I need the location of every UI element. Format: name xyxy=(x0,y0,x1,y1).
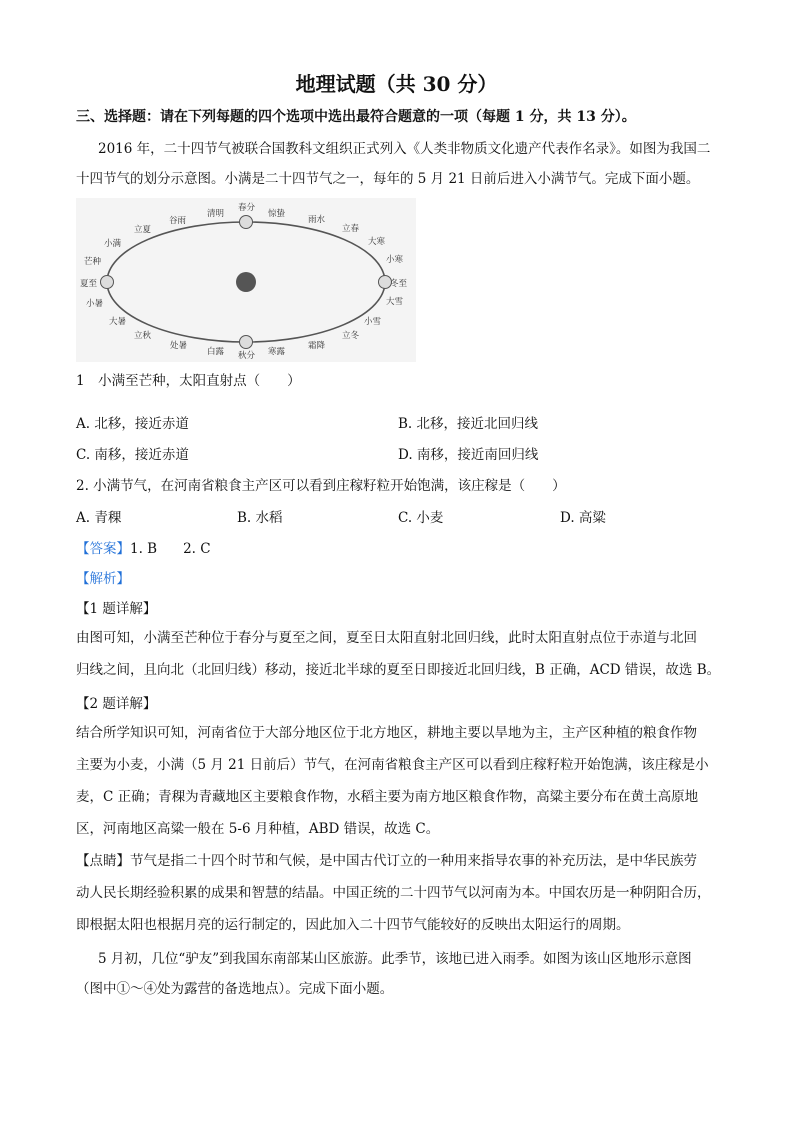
q1-option-a: A. 北移，接近赤道 xyxy=(76,416,189,432)
detail2-line-2: 主要为小麦，小满（5 月 21 日前后）节气，在河南省粮食主产区可以看到庄稼籽粒开始饱满，该庄稼是小 xyxy=(76,757,709,773)
page-title: 地理试题（共 30 分） xyxy=(295,72,498,96)
term-xiaoman: 小满 xyxy=(104,239,122,249)
q1-option-b: B. 北移，接近北回归线 xyxy=(398,416,539,432)
intro-line-1: 2016 年，二十四节气被联合国教科文组织正式列入《人类非物质文化遗产代表作名录》。如图为我国二 xyxy=(98,141,711,157)
term-chushu: 处暑 xyxy=(170,341,188,351)
q2-option-c: C. 小麦 xyxy=(398,510,444,526)
earth-icon-chunfen xyxy=(240,216,253,229)
solar-terms-diagram xyxy=(76,198,416,362)
tip-tag: 【点睛】 xyxy=(76,853,130,869)
term-dahan: 大寒 xyxy=(368,237,386,247)
term-qingming: 清明 xyxy=(207,209,225,219)
earth-icon-qiufen xyxy=(240,336,253,349)
q1-option-d: D. 南移，接近南回归线 xyxy=(398,447,539,463)
detail2-tag: 【2 题详解】 xyxy=(76,696,157,712)
q2-option-b: B. 水稻 xyxy=(237,510,283,526)
term-xiazhi: 夏至 xyxy=(80,279,98,289)
answer-1: 1. B xyxy=(130,541,158,557)
answer-2: 2. C xyxy=(183,541,211,557)
tip-line-1: 【点睛】节气是指二十四个时节和气候，是中国古代订立的一种用来指导农事的补充历法，是中华民族劳 xyxy=(76,853,697,869)
next-intro-line-2: （图中①～④处为露营的备选地点）。完成下面小题。 xyxy=(76,981,394,997)
term-xiaoshu: 小暑 xyxy=(86,299,104,309)
detail1-line-2: 归线之间，且向北（北回归线）移动，接近北半球的夏至日即接近北回归线，B 正确，ACD 错误，故选 B。 xyxy=(76,662,721,678)
detail1-tag: 【1 题详解】 xyxy=(76,601,157,617)
term-yushui: 雨水 xyxy=(308,215,326,225)
term-lixia: 立夏 xyxy=(134,225,152,235)
earth-icon-xiazhi xyxy=(101,276,114,289)
detail1-line-1: 由图可知，小满至芒种位于春分与夏至之间，夏至日太阳直射北回归线，此时太阳直射点位于赤道与北回 xyxy=(76,630,697,646)
answer-tag: 【答案】 xyxy=(76,541,130,557)
term-lichun: 立春 xyxy=(342,224,360,234)
intro-line-2: 十四节气的划分示意图。小满是二十四节气之一，每年的 5 月 21 日前后进入小满节气。完成下面小题。 xyxy=(76,171,700,187)
term-xiaoxue: 小雪 xyxy=(364,317,382,327)
term-dongzhi: 冬至 xyxy=(390,279,408,289)
section-heading: 三、选择题：请在下列每题的四个选项中选出最符合题意的一项（每题 1 分，共 13 分）。 xyxy=(76,109,636,125)
term-bailu: 白露 xyxy=(207,347,225,357)
term-lidong: 立冬 xyxy=(342,331,360,341)
term-jingzhe: 惊蛰 xyxy=(268,209,286,219)
term-dashu: 大暑 xyxy=(109,317,127,327)
term-chunfen: 春分 xyxy=(238,203,256,213)
term-hanlu: 寒露 xyxy=(268,347,286,357)
detail2-line-4: 区，河南地区高粱一般在 5-6 月种植，ABD 错误，故选 C。 xyxy=(76,821,440,837)
term-guyu: 谷雨 xyxy=(169,216,187,226)
term-daxue: 大雪 xyxy=(386,297,404,307)
q2-option-d: D. 高粱 xyxy=(560,510,606,526)
term-qiufen: 秋分 xyxy=(238,351,256,361)
q1-stem: 1 小满至芒种，太阳直射点（ ） xyxy=(76,373,301,389)
analysis-tag: 【解析】 xyxy=(76,571,130,587)
q2-stem: 2. 小满节气，在河南省粮食主产区可以看到庄稼籽粒开始饱满，该庄稼是（ ） xyxy=(76,478,566,494)
sun-icon xyxy=(236,272,256,292)
answer-line xyxy=(76,537,211,557)
detail2-line-1: 结合所学知识可知，河南省位于大部分地区位于北方地区，耕地主要以旱地为主，主产区种植的粮食作物 xyxy=(76,725,697,741)
tip-line-2: 动人民长期经验积累的成果和智慧的结晶。中国正统的二十四节气以河南为本。中国农历是一种阴阳合历， xyxy=(76,885,711,901)
term-shuangjiang: 霜降 xyxy=(308,341,326,351)
tip-line-3: 即根据太阳也根据月亮的运行制定的，因此加入二十四节气能较好的反映出太阳运行的周期。 xyxy=(76,917,630,933)
q2-option-a: A. 青稞 xyxy=(76,510,122,526)
detail2-line-3: 麦，C 正确；青稞为青藏地区主要粮食作物，水稻主要为南方地区粮食作物，高粱主要分布在黄土高原地 xyxy=(76,789,699,805)
next-intro-line-1: 5 月初，几位“驴友”到我国东南部某山区旅游。此季节，该地已进入雨季。如图为该山区地形示意图 xyxy=(98,951,692,967)
term-liqiu: 立秋 xyxy=(134,331,152,341)
term-mangzhong: 芒种 xyxy=(84,257,102,267)
q1-option-c: C. 南移，接近赤道 xyxy=(76,447,189,463)
term-xiaohan: 小寒 xyxy=(386,255,404,265)
